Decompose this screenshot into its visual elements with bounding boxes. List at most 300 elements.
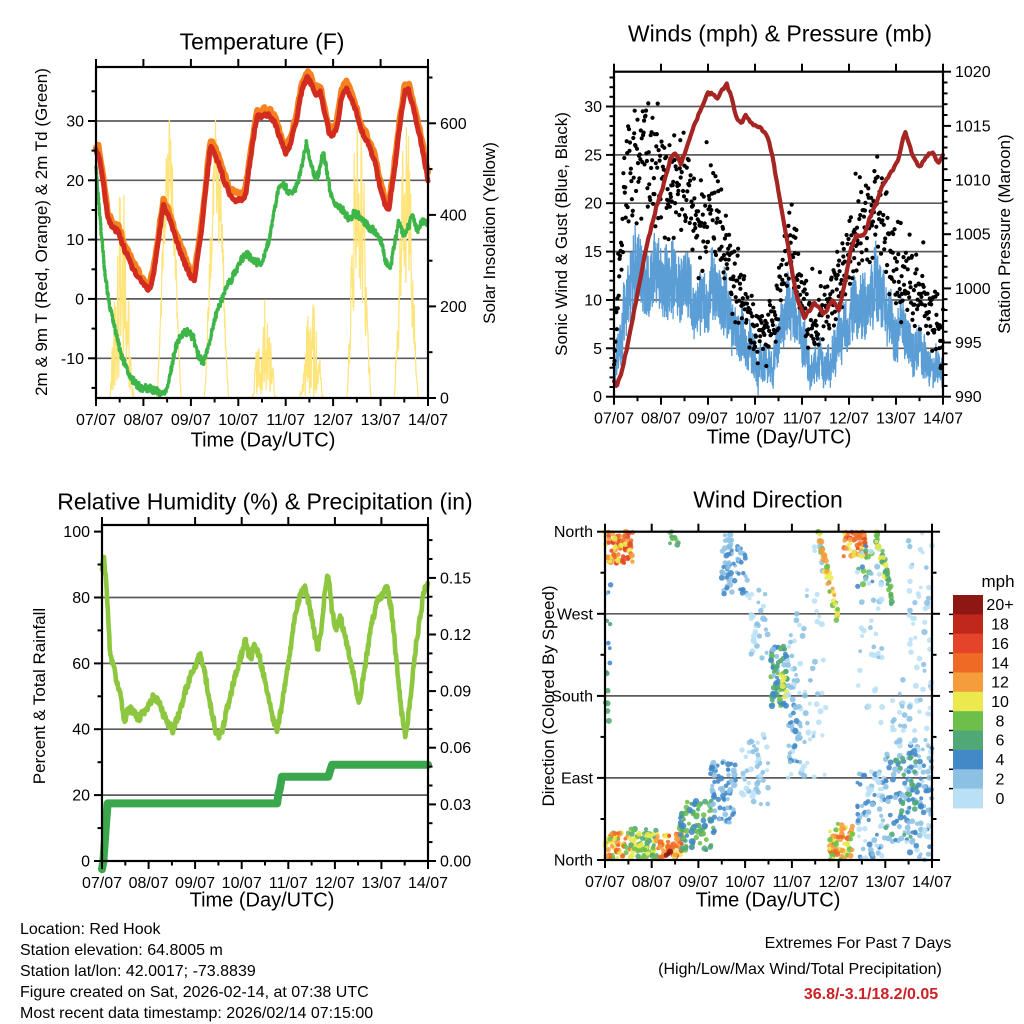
gust-point — [758, 339, 762, 343]
gust-point — [805, 292, 809, 296]
wind-direction-point — [787, 744, 792, 749]
gust-point — [684, 198, 688, 202]
gust-point — [838, 282, 842, 286]
tick-label: 13/07 — [865, 874, 906, 891]
gust-point — [615, 327, 619, 331]
gust-point — [845, 233, 849, 237]
wind-direction-point — [844, 546, 849, 551]
wind-direction-point — [898, 814, 904, 820]
gust-point — [880, 176, 884, 180]
gust-point — [631, 209, 635, 213]
wind-direction-point — [747, 750, 751, 754]
wind-direction-point — [679, 811, 684, 816]
wind-direction-point — [838, 835, 842, 839]
gust-point — [776, 317, 780, 321]
wind-direction-point — [610, 844, 615, 849]
wind-direction-point — [921, 831, 926, 836]
colorbar-segment — [953, 673, 983, 693]
gust-point — [744, 318, 748, 322]
wind-direction-point — [865, 792, 870, 797]
wind-direction-point — [788, 685, 793, 690]
wind-direction-point — [768, 657, 774, 663]
gust-point — [622, 156, 626, 160]
gust-point — [834, 277, 838, 281]
gust-point — [677, 213, 681, 217]
wind-direction-point — [708, 844, 713, 849]
gust-point — [635, 147, 639, 151]
tick-label: East — [560, 770, 593, 788]
wind-direction-point — [893, 795, 898, 800]
gust-point — [922, 285, 926, 289]
wind-direction-point — [698, 828, 703, 833]
gust-point — [676, 189, 680, 193]
gust-point — [926, 331, 930, 335]
wind-direction-point — [927, 712, 931, 716]
wind-direction-point — [833, 602, 838, 607]
wind-direction-point — [611, 552, 616, 557]
footer-created: Figure created on Sat, 2026-02-14, at 07:38 UTC — [20, 984, 369, 1001]
gust-point — [693, 226, 697, 230]
wind-direction-point — [744, 755, 749, 760]
wind-direction-point — [678, 832, 683, 837]
wind-direction-point — [747, 781, 752, 786]
wind-direction-point — [658, 855, 663, 860]
wind-direction-point — [889, 795, 893, 799]
tick-label: 0 — [81, 853, 90, 871]
wind-direction-point — [817, 538, 823, 544]
gust-point — [728, 244, 732, 248]
gust-point — [779, 263, 783, 267]
gust-point — [825, 284, 829, 288]
gust-point — [883, 236, 887, 240]
gust-point — [704, 250, 708, 254]
tick-label: 09/07 — [170, 412, 211, 429]
gust-point — [766, 313, 770, 317]
wind-direction-point — [868, 625, 873, 630]
wind-direction-point — [875, 833, 879, 837]
gust-point — [693, 222, 697, 226]
tick-label: 10 — [584, 292, 602, 310]
wind-direction-point — [873, 686, 878, 691]
colorbar-label: 8 — [995, 713, 1005, 731]
gust-point — [928, 324, 932, 328]
gust-point — [909, 285, 913, 289]
gust-point — [727, 233, 731, 237]
wind-direction-point — [729, 589, 735, 595]
wind-direction-point — [906, 830, 911, 835]
gust-point — [929, 302, 933, 306]
wind-direction-point — [679, 846, 685, 852]
gust-point — [647, 182, 651, 186]
wind-direction-point — [797, 691, 801, 695]
gust-point — [678, 166, 682, 170]
gust-point — [876, 175, 880, 179]
wind-direction-point — [890, 698, 895, 703]
gust-point — [616, 306, 620, 310]
tick-label: 1000 — [955, 280, 991, 298]
xaxis-label-winds: Time (Day/UTC) — [706, 426, 852, 449]
tick-label: 15 — [584, 244, 602, 262]
wind-direction-point — [919, 586, 923, 590]
gust-point — [915, 267, 919, 271]
tick-label: 60 — [72, 655, 90, 673]
gust-point — [919, 295, 923, 299]
wind-direction-point — [909, 564, 914, 569]
gridlines-wind-direction — [605, 614, 932, 778]
gust-point — [682, 194, 686, 198]
wind-direction-point — [750, 740, 755, 745]
colorbar-segment — [953, 731, 983, 751]
gust-point — [819, 284, 823, 288]
gust-point — [645, 186, 649, 190]
gust-point — [927, 310, 931, 314]
wind-direction-point — [863, 839, 867, 843]
wind-direction-point — [878, 582, 884, 588]
gust-point — [910, 318, 914, 322]
wind-direction-point — [878, 720, 883, 725]
gust-point — [815, 323, 819, 327]
wind-direction-point — [737, 572, 741, 576]
wind-direction-point — [895, 819, 899, 823]
tick-label: 0.06 — [440, 740, 472, 758]
wind-direction-point — [765, 785, 771, 791]
wind-direction-point — [924, 726, 930, 732]
wind-direction-point — [763, 592, 767, 596]
gust-point — [786, 224, 790, 228]
wind-direction-point — [778, 688, 782, 692]
gust-point — [911, 311, 915, 315]
yaxis-label-wind-left: Sonic Wind & Gust (Blue, Black) — [552, 112, 571, 356]
wind-direction-point — [902, 773, 907, 778]
gust-point — [738, 287, 742, 291]
gust-point — [871, 220, 875, 224]
gust-point — [734, 295, 738, 299]
wind-direction-point — [908, 806, 912, 810]
wind-direction-point — [758, 608, 764, 614]
gust-point — [897, 280, 901, 284]
wind-direction-point — [732, 562, 736, 566]
gust-point — [664, 155, 668, 159]
wind-direction-point — [908, 756, 913, 761]
wind-direction-point — [913, 636, 917, 640]
gust-point — [666, 187, 670, 191]
wind-direction-point — [885, 799, 891, 805]
extremes-subtitle: (High/Low/Max Wind/Total Precipitation) — [658, 961, 942, 978]
wind-direction-point — [756, 741, 760, 745]
wind-direction-point — [674, 542, 680, 548]
gust-point — [630, 197, 634, 201]
chart-humidity-precip — [63, 517, 471, 892]
wind-direction-point — [794, 617, 800, 623]
wind-direction-point — [879, 704, 885, 710]
gust-point — [677, 183, 681, 187]
extremes-title: Extremes For Past 7 Days — [764, 935, 952, 952]
chart-temperature — [61, 59, 467, 429]
gust-point — [617, 294, 621, 298]
wind-direction-point — [907, 544, 912, 549]
tick-label: 0 — [440, 390, 449, 408]
gust-point — [623, 191, 627, 195]
wind-direction-point — [651, 846, 655, 850]
gust-point — [698, 256, 702, 260]
wind-direction-point — [711, 803, 715, 807]
wind-direction-point — [900, 704, 905, 709]
wind-direction-point — [917, 709, 922, 714]
gust-point — [885, 190, 889, 194]
wind-direction-point — [861, 773, 866, 778]
wind-direction-point — [834, 617, 840, 623]
wind-direction-point — [808, 702, 812, 706]
gust-point — [836, 263, 840, 267]
gust-point — [722, 276, 726, 280]
wind-direction-point — [871, 598, 876, 603]
wind-direction-point — [743, 556, 748, 561]
gust-point — [690, 248, 694, 252]
gust-point — [635, 221, 639, 225]
colorbar-label: 20+ — [986, 597, 1014, 615]
tick-label: 990 — [955, 389, 982, 407]
gust-point — [841, 254, 845, 258]
wind-direction-point — [774, 654, 779, 659]
wind-direction-point — [739, 560, 744, 565]
xaxis-label-temperature: Time (Day/UTC) — [190, 429, 336, 452]
wind-direction-point — [717, 774, 721, 778]
gust-point — [756, 361, 760, 365]
gust-point — [921, 240, 925, 244]
wind-direction-point — [761, 732, 767, 738]
gust-point — [905, 308, 909, 312]
wind-direction-point — [860, 581, 866, 587]
tick-label: 20 — [584, 195, 602, 213]
wind-direction-point — [888, 584, 893, 589]
gust-point — [687, 183, 691, 187]
wind-direction-point — [906, 798, 911, 803]
wind-direction-point — [814, 609, 819, 614]
gust-point — [703, 204, 707, 208]
wind-direction-point — [655, 834, 660, 839]
gust-point — [694, 213, 698, 217]
wind-direction-point — [812, 549, 816, 553]
gust-point — [852, 256, 856, 260]
gust-point — [745, 295, 749, 299]
wind-direction-point — [907, 792, 912, 797]
chart-title-humidity: Relative Humidity (%) & Precipitation (in) — [57, 488, 473, 515]
wind-direction-point — [757, 601, 761, 605]
gust-point — [741, 296, 745, 300]
gust-point — [796, 252, 800, 256]
wind-direction-point — [802, 693, 808, 699]
wind-direction-point — [915, 822, 919, 826]
wind-direction-point — [860, 551, 864, 555]
wind-direction-point — [789, 667, 793, 671]
footer-location: Location: Red Hook — [20, 921, 161, 938]
wind-direction-point — [918, 804, 923, 809]
relative-humidity-path — [102, 557, 428, 738]
wind-direction-point — [869, 618, 874, 623]
gust-point — [860, 250, 864, 254]
wind-direction-point — [707, 809, 711, 813]
wind-direction-point — [726, 773, 731, 778]
gust-point — [703, 221, 707, 225]
gust-point — [646, 101, 650, 105]
gust-point — [732, 249, 736, 253]
gust-point — [745, 302, 749, 306]
wind-direction-point — [788, 640, 793, 645]
gust-point — [619, 268, 623, 272]
wind-direction-point — [848, 537, 853, 542]
gust-point — [858, 175, 862, 179]
gust-point — [714, 221, 718, 225]
gust-point — [621, 171, 625, 175]
gust-point — [806, 332, 810, 336]
wind-direction-point — [774, 680, 779, 685]
colorbar-segment — [953, 595, 983, 615]
wind-direction-point — [863, 544, 867, 548]
wind-direction-point — [704, 837, 709, 842]
gust-point — [863, 208, 867, 212]
wind-direction-point — [812, 659, 818, 665]
wind-direction-point — [765, 802, 770, 807]
tick-label: 07/07 — [81, 875, 123, 892]
gust-point — [649, 166, 653, 170]
wind-direction-point — [751, 633, 757, 639]
wind-direction-point — [876, 606, 881, 611]
wind-direction-point — [856, 818, 861, 823]
wind-direction-point — [857, 772, 862, 777]
gust-point — [709, 163, 713, 167]
gust-point — [646, 205, 650, 209]
gust-point — [620, 243, 624, 247]
wind-direction-point — [701, 812, 707, 818]
gust-point — [872, 169, 876, 173]
wind-direction-point — [899, 792, 905, 798]
tick-label: 5 — [593, 340, 602, 358]
gust-point — [896, 252, 900, 256]
wind-direction-point — [680, 823, 686, 829]
tick-label: 40 — [72, 721, 90, 739]
wind-direction-point — [712, 808, 717, 813]
wind-direction-point — [765, 632, 771, 638]
gust-point — [692, 196, 696, 200]
gust-point — [635, 118, 639, 122]
gust-point — [873, 233, 877, 237]
tick-label: 12/07 — [314, 875, 355, 892]
gust-point — [802, 297, 806, 301]
gust-point — [835, 250, 839, 254]
gust-point — [618, 254, 622, 258]
wind-direction-point — [743, 778, 747, 782]
gust-point — [650, 158, 654, 162]
gust-point — [732, 284, 736, 288]
tick-label: 12/07 — [818, 874, 859, 891]
wind-direction-point — [850, 848, 854, 852]
gust-point — [708, 204, 712, 208]
tick-label: 11/07 — [266, 412, 306, 429]
wind-direction-point — [904, 785, 908, 789]
wind-direction-point — [739, 747, 744, 752]
wind-direction-point — [888, 592, 893, 597]
gust-point — [747, 345, 751, 349]
wind-direction-point — [815, 592, 820, 597]
wind-direction-point — [912, 728, 917, 733]
wind-direction-point — [749, 592, 754, 597]
wind-direction-point — [857, 541, 862, 546]
colorbar-label: 12 — [991, 674, 1009, 692]
wind-direction-point — [863, 537, 867, 541]
gust-point — [668, 205, 672, 209]
wind-direction-point — [607, 537, 611, 541]
gust-point — [628, 140, 632, 144]
wind-direction-point — [885, 571, 891, 577]
wind-direction-point — [794, 718, 800, 724]
wind-direction-point — [782, 647, 787, 652]
wind-direction-point — [749, 651, 754, 656]
wind-direction-point — [790, 654, 795, 659]
gust-point — [894, 267, 898, 271]
gust-point — [924, 324, 928, 328]
wind-direction-point — [690, 844, 694, 848]
wind-direction-point — [879, 814, 883, 818]
wind-direction-point — [725, 806, 730, 811]
gust-point — [891, 232, 895, 236]
gust-point — [624, 216, 628, 220]
wind-direction-point — [645, 852, 649, 856]
gust-point — [784, 273, 788, 277]
wind-direction-point — [891, 772, 897, 778]
tick-label: 1015 — [955, 118, 991, 136]
gust-point — [630, 213, 634, 217]
tick-label: 11/07 — [782, 410, 822, 428]
gust-point — [830, 276, 834, 280]
wind-direction-point — [805, 594, 809, 598]
gust-point — [663, 236, 667, 240]
gust-point — [662, 146, 666, 150]
wind-direction-point — [906, 810, 910, 814]
tick-label: 13/07 — [875, 410, 917, 428]
wind-direction-point — [644, 827, 648, 831]
wind-direction-point — [860, 564, 865, 569]
gust-point — [815, 337, 819, 341]
gust-point — [685, 166, 689, 170]
wind-direction-point — [881, 818, 885, 822]
wind-direction-point — [912, 806, 918, 812]
wind-direction-point — [770, 647, 776, 653]
tick-label: 10/07 — [734, 410, 776, 428]
colorbar-segment — [953, 614, 983, 634]
wind-direction-point — [866, 786, 870, 790]
tick-label: 10/07 — [725, 874, 766, 891]
gust-point — [834, 317, 838, 321]
colorbar-segment — [953, 653, 983, 673]
tick-label: 0.09 — [440, 683, 472, 701]
gust-point — [857, 217, 861, 221]
gust-point — [900, 274, 904, 278]
wind-direction-point — [912, 600, 917, 605]
gust-point — [705, 225, 709, 229]
wind-direction-point — [906, 770, 910, 774]
wind-direction-point — [722, 811, 728, 817]
gust-point — [645, 159, 649, 163]
tick-label: 20 — [66, 172, 84, 190]
gust-point — [840, 241, 844, 245]
wind-direction-point — [812, 775, 817, 780]
gust-point — [859, 241, 863, 245]
gust-point — [793, 236, 797, 240]
footer-latlon: Station lat/lon: 42.0017; -73.8839 — [20, 963, 256, 980]
wind-direction-point — [664, 853, 669, 858]
gust-point — [733, 262, 737, 266]
gust-point — [655, 166, 659, 170]
